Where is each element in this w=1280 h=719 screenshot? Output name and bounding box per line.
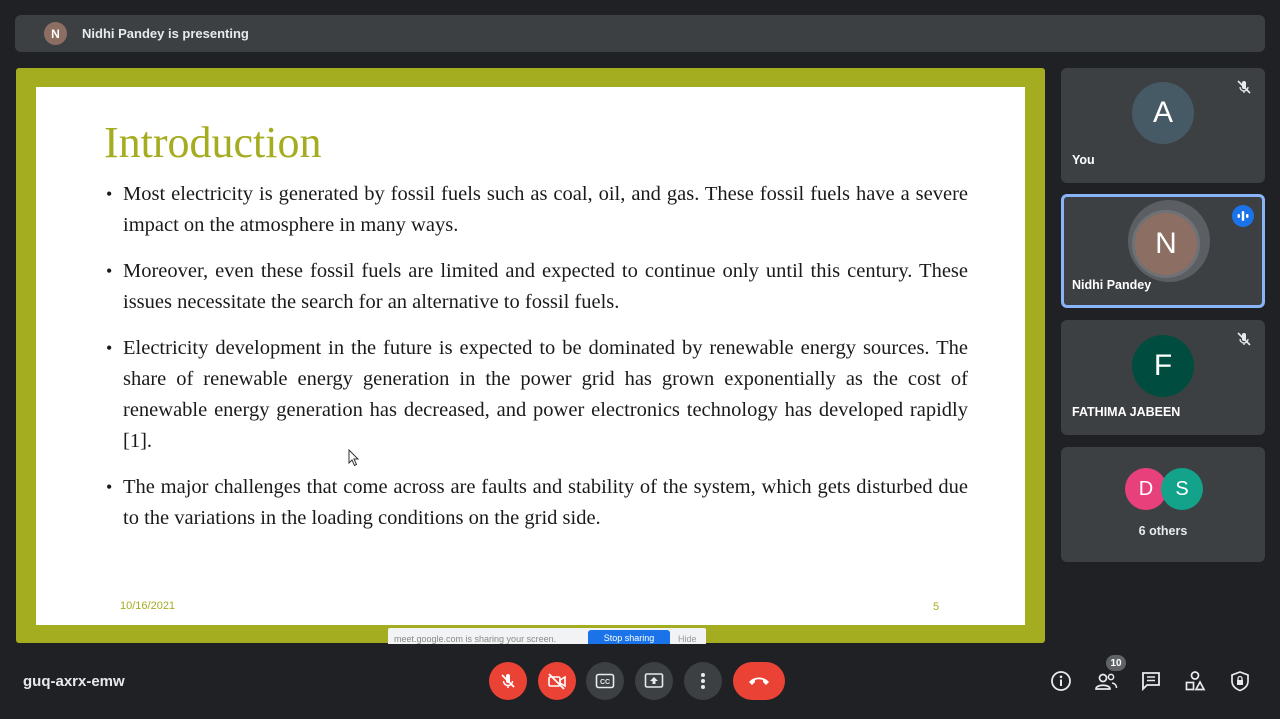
captions-button[interactable] (586, 662, 624, 700)
hide-share-bar-button[interactable]: Hide (678, 634, 697, 644)
mouse-cursor-icon (348, 449, 360, 467)
camera-toggle-button[interactable] (538, 662, 576, 700)
share-bar-text: meet.google.com is sharing your screen. (394, 634, 557, 644)
presentation-stage (16, 68, 1045, 643)
slide-bullet: • Electricity development in the future is expected to be dominated by renewable energy sources. The share of renewable energy generation in the power grid has grown exponentially as the cost of renewable energy generation has decreased, and power electronics technology has developed rapidly [1]. (106, 333, 968, 457)
avatar: N (1132, 210, 1200, 278)
present-now-button[interactable] (635, 662, 673, 700)
leave-call-button[interactable] (733, 662, 785, 700)
avatar: F (1132, 335, 1194, 397)
activities-shapes-icon (1184, 670, 1206, 692)
others-count-label: 6 others (1138, 524, 1188, 538)
slide-bullet: • Most electricity is generated by fossil fuels such as coal, oil, and gas. These fossil fuels have a severe impact on the atmosphere in many ways. (106, 179, 968, 241)
participant-name: You (1072, 153, 1095, 167)
participant-tile-nidhi-pandey[interactable] (1061, 194, 1265, 308)
presenter-avatar: N (44, 22, 67, 45)
slide-bullet: • Moreover, even these fossil fuels are limited and expected to continue only until this century. These issues necessitate the search for an alternative to fossil fuels. (106, 256, 968, 318)
people-icon (1094, 671, 1118, 691)
screen-share-bar (388, 628, 706, 644)
mic-off-icon (1236, 79, 1252, 95)
activities-button[interactable] (1183, 669, 1207, 693)
others-tile[interactable] (1061, 447, 1265, 562)
stop-sharing-button[interactable]: Stop sharing (588, 630, 670, 644)
end-call-icon (747, 675, 771, 687)
slide-page-number: 5 (933, 601, 940, 613)
participant-name: FATHIMA JABEEN (1072, 405, 1181, 419)
presenter-banner-text: Nidhi Pandey is presenting (82, 26, 249, 41)
info-icon (1050, 670, 1072, 692)
mic-off-icon (499, 672, 517, 690)
avatar: S (1161, 468, 1203, 510)
closed-captions-icon (595, 673, 615, 689)
more-options-button[interactable] (684, 662, 722, 700)
show-everyone-button[interactable] (1094, 669, 1118, 693)
speaking-indicator-icon (1232, 205, 1254, 227)
participant-tile-fathima-jabeen[interactable] (1061, 320, 1265, 435)
more-vertical-icon (700, 672, 706, 690)
slide-bullet: • The major challenges that come across are faults and stability of the system, which gets disturbed due to the variations in the loading conditions on the grid side. (106, 472, 968, 534)
present-screen-icon (644, 672, 664, 690)
avatar: A (1132, 82, 1194, 144)
camera-off-icon (547, 672, 567, 690)
chat-button[interactable] (1139, 669, 1163, 693)
slide-date: 10/16/2021 (120, 600, 176, 612)
presenter-banner (15, 15, 1265, 52)
slide-title: Introduction (104, 118, 322, 167)
shield-lock-icon (1229, 670, 1251, 692)
avatar: D (1125, 468, 1167, 510)
participant-tile-you[interactable] (1061, 68, 1265, 183)
chat-icon (1140, 670, 1162, 692)
mic-off-icon (1236, 331, 1252, 347)
slide-bullets (106, 179, 968, 549)
svg-text:CC: CC (599, 679, 611, 686)
slide (36, 87, 1025, 625)
people-count-badge: 10 (1106, 655, 1126, 671)
meeting-code: guq-axrx-emw (23, 673, 125, 690)
microphone-toggle-button[interactable] (489, 662, 527, 700)
meeting-details-button[interactable] (1049, 669, 1073, 693)
participant-name: Nidhi Pandey (1072, 278, 1152, 292)
host-controls-button[interactable] (1228, 669, 1252, 693)
